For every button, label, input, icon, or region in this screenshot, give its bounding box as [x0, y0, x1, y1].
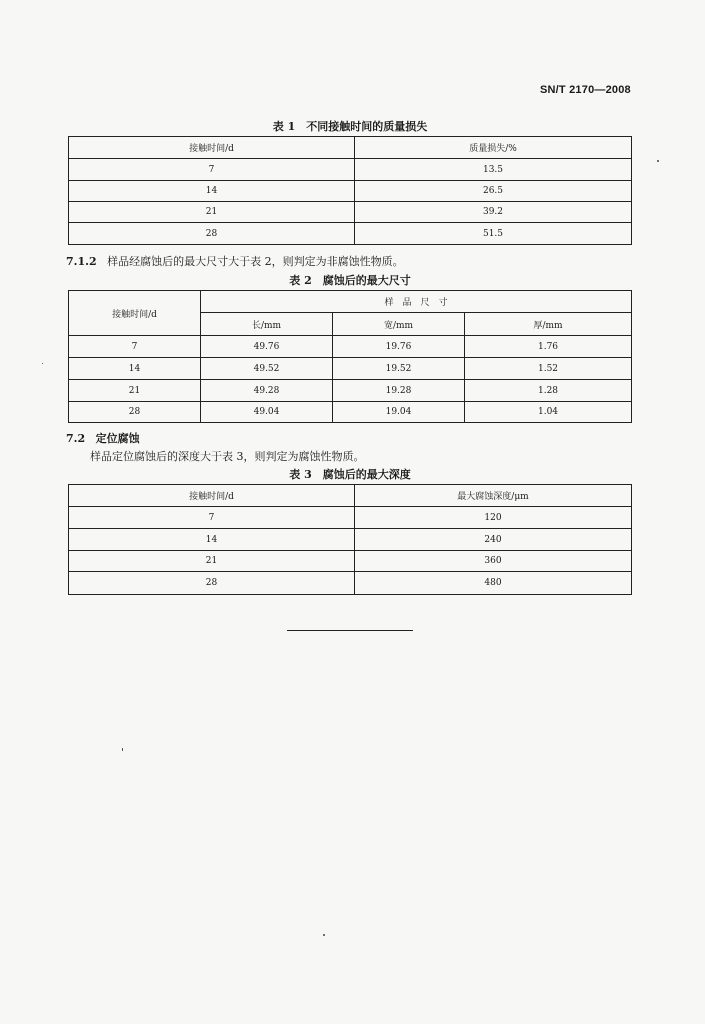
- table1-header-time: 接触时间/d: [69, 137, 355, 159]
- scan-speck: [42, 363, 43, 364]
- table3: [68, 484, 632, 595]
- standard-number: SN/T 2170—2008: [540, 84, 631, 96]
- scan-speck: [122, 748, 123, 751]
- table-cell: 1.28: [465, 380, 632, 402]
- table-cell: 49.76: [201, 336, 333, 358]
- table2-header-time: 接触时间/d: [69, 291, 201, 336]
- table-cell: 21: [69, 202, 355, 223]
- table-row: [69, 358, 632, 380]
- table-cell: 14: [69, 529, 355, 551]
- table3-header-time: 接触时间/d: [69, 485, 355, 507]
- table-row: [69, 181, 632, 202]
- table-row: [69, 507, 632, 529]
- section-7-2-heading: [66, 430, 140, 446]
- table2-header-group: 样 品 尺 寸: [201, 291, 632, 313]
- table-cell: 19.28: [333, 380, 465, 402]
- table-cell: 21: [69, 380, 201, 402]
- section-text: 样品经腐蚀后的最大尺寸大于表 2，则判定为非腐蚀性物质。: [107, 255, 404, 268]
- table-cell: 51.5: [355, 223, 632, 245]
- table2-caption: 表 2 腐蚀后的最大尺寸: [289, 274, 411, 287]
- table-cell: 19.04: [333, 402, 465, 423]
- table-cell: 28: [69, 223, 355, 245]
- table-cell: 480: [355, 572, 632, 595]
- section-7-1-2: [66, 253, 404, 269]
- table1-caption: 表 1 不同接触时间的质量损失: [272, 120, 428, 133]
- table3-header-depth: 最大腐蚀深度/μm: [355, 485, 632, 507]
- scan-speck: [323, 934, 325, 936]
- table-row: [69, 202, 632, 223]
- section-title: 定位腐蚀: [95, 432, 140, 445]
- table-row: [69, 336, 632, 358]
- table-cell: 1.76: [465, 336, 632, 358]
- table3-caption: 表 3 腐蚀后的最大深度: [289, 468, 411, 481]
- table2-header-thickness: 厚/mm: [465, 313, 632, 336]
- table-cell: 1.04: [465, 402, 632, 423]
- section-number: 7.1.2: [66, 255, 97, 268]
- table-cell: 1.52: [465, 358, 632, 380]
- table-cell: 7: [69, 159, 355, 181]
- section-number: 7.2: [66, 432, 86, 445]
- end-rule: [287, 630, 413, 631]
- table-row: [69, 572, 632, 595]
- table-cell: 19.52: [333, 358, 465, 380]
- table-cell: 28: [69, 572, 355, 595]
- table-cell: 240: [355, 529, 632, 551]
- section-7-2-text: 样品定位腐蚀后的深度大于表 3，则判定为腐蚀性物质。: [90, 450, 365, 463]
- table-cell: 360: [355, 551, 632, 572]
- scan-speck: [657, 160, 659, 162]
- table-cell: 49.04: [201, 402, 333, 423]
- table-row: [69, 380, 632, 402]
- table-cell: 14: [69, 358, 201, 380]
- table-cell: 49.28: [201, 380, 333, 402]
- table-row: [69, 159, 632, 181]
- table1-header-loss: 质量损失/%: [355, 137, 632, 159]
- table2-header-width: 宽/mm: [333, 313, 465, 336]
- table-cell: 7: [69, 336, 201, 358]
- table2-header-length: 长/mm: [201, 313, 333, 336]
- table-cell: 21: [69, 551, 355, 572]
- table-cell: 14: [69, 181, 355, 202]
- table-cell: 26.5: [355, 181, 632, 202]
- table-row: [69, 551, 632, 572]
- table2: [68, 290, 632, 423]
- table-row: [69, 402, 632, 423]
- table-cell: 13.5: [355, 159, 632, 181]
- table-cell: 39.2: [355, 202, 632, 223]
- table-cell: 7: [69, 507, 355, 529]
- table-row: [69, 223, 632, 245]
- table-cell: 120: [355, 507, 632, 529]
- table-row: [69, 529, 632, 551]
- table-cell: 28: [69, 402, 201, 423]
- table-cell: 49.52: [201, 358, 333, 380]
- table1: [68, 136, 632, 245]
- table-cell: 19.76: [333, 336, 465, 358]
